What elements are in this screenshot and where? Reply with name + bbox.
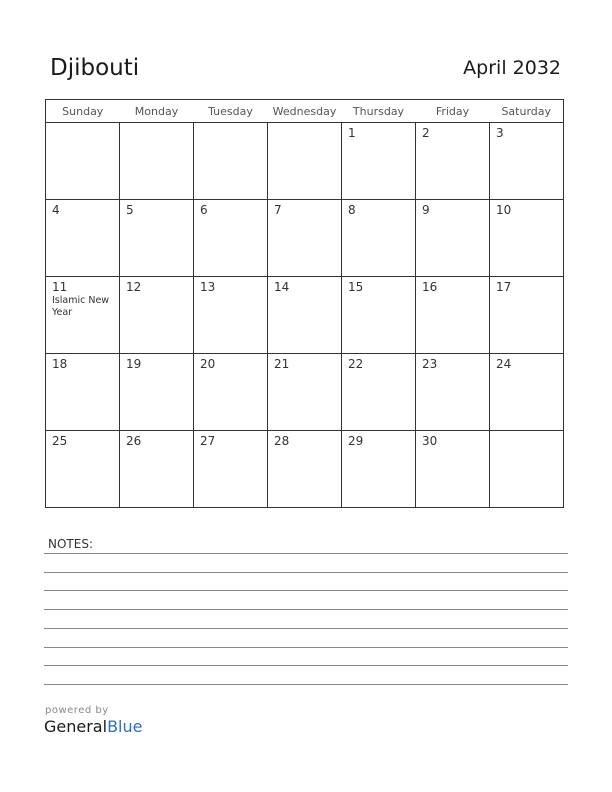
note-line xyxy=(44,665,568,666)
note-line xyxy=(44,628,568,629)
note-line xyxy=(44,553,568,554)
day-number: 16 xyxy=(422,280,438,294)
day-number: 9 xyxy=(422,203,430,217)
calendar-week-row xyxy=(46,277,564,354)
day-cell xyxy=(490,277,564,354)
calendar-week-row xyxy=(46,200,564,277)
note-line xyxy=(44,609,568,610)
day-cell xyxy=(194,123,268,200)
day-cell xyxy=(268,277,342,354)
day-cell xyxy=(268,354,342,431)
day-number: 26 xyxy=(126,434,142,448)
day-cell xyxy=(120,123,194,200)
day-cell xyxy=(342,200,416,277)
day-number: 24 xyxy=(496,357,512,371)
country-title: Djibouti xyxy=(50,55,140,81)
day-cell xyxy=(120,277,194,354)
day-number: 27 xyxy=(200,434,216,448)
day-number: 13 xyxy=(200,280,216,294)
powered-by-text: powered by xyxy=(45,705,109,716)
day-cell xyxy=(46,354,120,431)
day-cell xyxy=(490,200,564,277)
day-number: 18 xyxy=(52,357,68,371)
day-number: 14 xyxy=(274,280,290,294)
weekday-header: Friday xyxy=(416,100,490,123)
day-cell xyxy=(268,123,342,200)
weekday-header-row xyxy=(46,100,564,123)
day-cell xyxy=(194,431,268,508)
weekday-header: Monday xyxy=(120,100,194,123)
note-line xyxy=(44,590,568,591)
day-number: 11 xyxy=(52,280,68,294)
day-cell xyxy=(46,200,120,277)
day-number: 20 xyxy=(200,357,216,371)
day-cell xyxy=(416,431,490,508)
day-cell xyxy=(342,354,416,431)
brand-logo xyxy=(44,717,142,736)
day-number: 8 xyxy=(348,203,356,217)
day-number: 15 xyxy=(348,280,364,294)
day-number: 28 xyxy=(274,434,290,448)
day-number: 2 xyxy=(422,126,430,140)
notes-label: NOTES: xyxy=(48,537,93,551)
day-number: 29 xyxy=(348,434,364,448)
day-number: 1 xyxy=(348,126,356,140)
day-number: 7 xyxy=(274,203,282,217)
calendar-week-row xyxy=(46,123,564,200)
day-cell xyxy=(490,123,564,200)
calendar-grid xyxy=(45,99,564,508)
day-number: 19 xyxy=(126,357,142,371)
weekday-header: Thursday xyxy=(342,100,416,123)
day-number: 22 xyxy=(348,357,364,371)
brand-blue: Blue xyxy=(107,717,143,736)
note-line xyxy=(44,684,568,685)
day-number: 23 xyxy=(422,357,438,371)
day-number: 21 xyxy=(274,357,290,371)
day-number: 17 xyxy=(496,280,512,294)
day-cell xyxy=(268,431,342,508)
weekday-header: Saturday xyxy=(490,100,564,123)
calendar-week-row xyxy=(46,431,564,508)
day-number: 25 xyxy=(52,434,68,448)
calendar-week-row xyxy=(46,354,564,431)
day-cell xyxy=(342,277,416,354)
day-number: 12 xyxy=(126,280,142,294)
day-number: 3 xyxy=(496,126,504,140)
weekday-header: Sunday xyxy=(46,100,120,123)
day-cell xyxy=(194,200,268,277)
day-cell xyxy=(46,277,120,354)
brand-general: General xyxy=(44,717,108,736)
day-number: 5 xyxy=(126,203,134,217)
month-year-title: April 2032 xyxy=(463,57,561,79)
weekday-header: Wednesday xyxy=(268,100,342,123)
holiday-label: Islamic New Year xyxy=(52,295,110,318)
day-number: 4 xyxy=(52,203,60,217)
day-number: 30 xyxy=(422,434,438,448)
day-cell xyxy=(268,200,342,277)
day-cell xyxy=(46,123,120,200)
day-cell xyxy=(416,123,490,200)
day-cell xyxy=(46,431,120,508)
day-cell xyxy=(194,354,268,431)
note-line xyxy=(44,647,568,648)
day-cell xyxy=(120,354,194,431)
day-cell xyxy=(416,354,490,431)
day-cell xyxy=(490,431,564,508)
day-cell xyxy=(120,431,194,508)
day-cell xyxy=(194,277,268,354)
day-cell xyxy=(416,277,490,354)
day-number: 10 xyxy=(496,203,512,217)
day-cell xyxy=(342,431,416,508)
weekday-header: Tuesday xyxy=(194,100,268,123)
day-cell xyxy=(490,354,564,431)
day-number: 6 xyxy=(200,203,208,217)
day-cell xyxy=(120,200,194,277)
day-cell xyxy=(342,123,416,200)
day-cell xyxy=(416,200,490,277)
note-line xyxy=(44,572,568,573)
